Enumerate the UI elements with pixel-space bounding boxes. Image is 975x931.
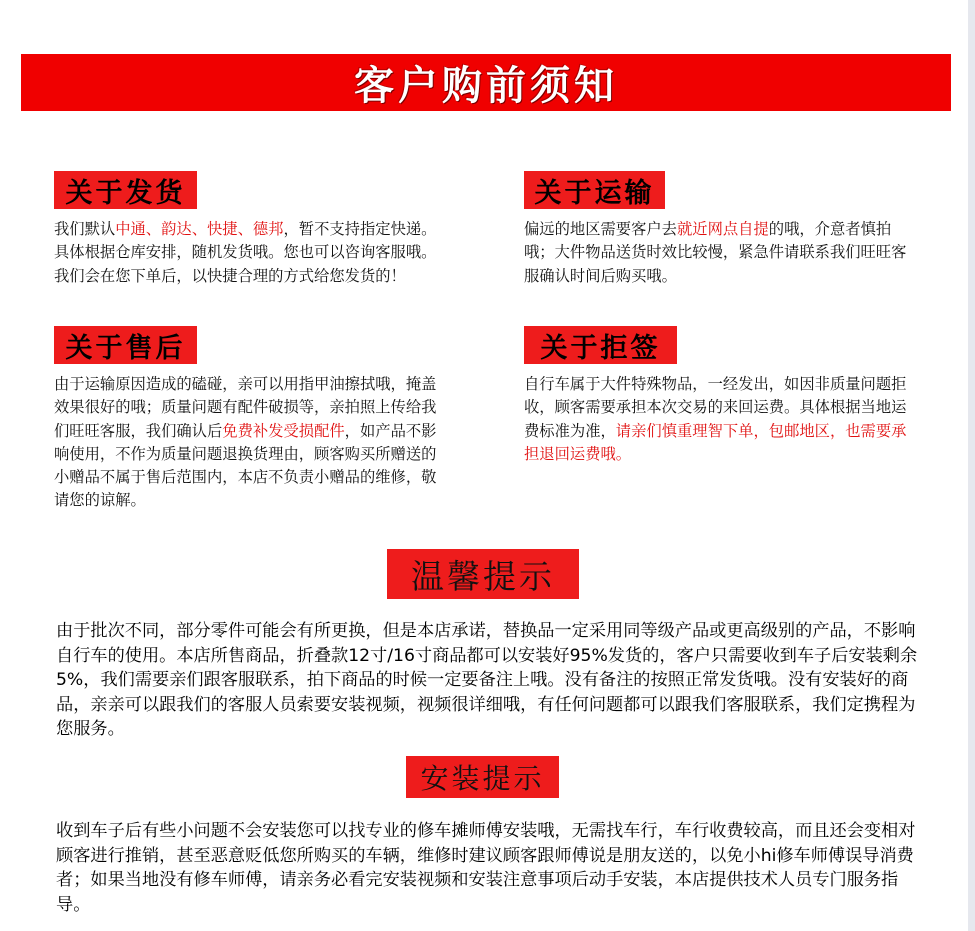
- install-tip-text: 收到车子后有些小问题不会安装您可以找专业的修车摊师傅安装哦，无需找车行，车行收费较高，而且还会变相对顾客进行推销，甚至恶意贬低您所购买的车辆，维修时建议顾客跟师傅说是朋友送的，以免小hi修车师傅误导消费者；如果当地没有修车师傅，请亲务必看完安装视频和安装注意事项后动手安装，本店提供技术人员专门服务指导。: [56, 821, 916, 915]
- reject-heading-tag: [524, 326, 677, 364]
- transport-text-part: 偏远的地区需要客户去: [524, 220, 677, 238]
- reject-text: [524, 373, 914, 466]
- page-banner: [21, 54, 951, 111]
- aftersale-free-parts-highlight: 免费补发受损配件: [222, 421, 345, 440]
- page-edge: [968, 0, 975, 931]
- reject-heading: 关于拒签: [540, 332, 661, 364]
- reject-text-part: 自行车属于大件特殊物品，一经发出，如因非质量问题拒收，顾客需要承担本次交易的来回运费。具体根据当地运费标准为准，: [524, 375, 907, 440]
- reject-warning-highlight: 请亲们慎重理智下单，包邮地区，也需要承担退回运费哦。: [524, 421, 907, 463]
- transport-heading-tag: [524, 171, 665, 209]
- page-title: 客户购前须知: [354, 63, 618, 109]
- install-tip-heading-tag: [406, 756, 559, 798]
- aftersale-heading-tag: [54, 326, 197, 364]
- shipping-heading-tag: [54, 171, 197, 209]
- warm-tip-heading-tag: [387, 549, 579, 599]
- warm-tip-text: 由于批次不同，部分零件可能会有所更换，但是本店承诺，替换品一定采用同等级产品或更高级别的产品，不影响自行车的使用。本店所售商品，折叠款12寸/16寸商品都可以安装好95%发货的，客户只需要收到车子后安装剩余5%，我们需要亲们跟客服联系，拍下商品的时候一定要备注上哦。没有备注的按照正常发货哦。没有安装好的商品，亲亲可以跟我们的客服人员索要安装视频，视频很详细哦，有任何问题都可以跟我们客服联系，我们定携程为您服务。: [56, 621, 918, 739]
- aftersale-text: [54, 373, 444, 513]
- transport-heading: 关于运输: [534, 177, 655, 209]
- install-tip-heading: 安装提示: [420, 762, 545, 795]
- shipping-text-part: ，暂不支持指定快递。具体根据仓库安排，随机发货哦。您也可以咨询客服哦。我们会在您下单后，以快捷合理的方式给您发货的！: [54, 220, 437, 285]
- transport-text-part: 的哦，介意者慎拍哦；大件物品送货时效比较慢，紧急件请联系我们旺旺客服确认时间后购买哦。: [524, 220, 907, 285]
- transport-pickup-highlight: 就近网点自提: [676, 220, 769, 238]
- shipping-text: [54, 218, 444, 288]
- warm-tip-heading: 温馨提示: [411, 556, 555, 596]
- shipping-text-part: 我们默认: [54, 220, 116, 238]
- aftersale-heading: 关于售后: [65, 332, 186, 364]
- aftersale-text-part: 由于运输原因造成的磕碰，亲可以用指甲油擦拭哦，掩盖效果很好的哦；质量问题有配件破损等，亲拍照上传给我们旺旺客服，我们确认后: [54, 375, 437, 440]
- transport-text: [524, 218, 914, 288]
- aftersale-text-part: ，如产品不影响使用，不作为质量问题退换货理由，顾客购买所赠送的小赠品不属于售后范围内，本店不负责小赠品的维修，敬请您的谅解。: [54, 421, 437, 510]
- shipping-heading: 关于发货: [65, 177, 186, 209]
- shipping-couriers-highlight: 中通、韵达、快捷、德邦: [115, 220, 284, 238]
